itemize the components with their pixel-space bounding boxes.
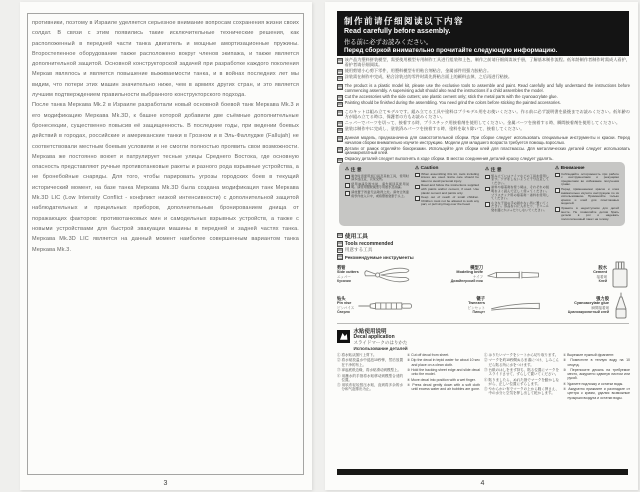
caution-item [415,196,479,207]
tool-label-en: Side cutters [337,270,359,274]
tool-label-ru: Пинцет [472,310,485,314]
tool-label-ja: ピンバイス [337,305,355,310]
caution-item [555,173,619,187]
tool-label-zh: 钻头 [337,295,346,301]
tool-label-ru: Дизайнерский нож [450,279,483,283]
warning-icon: ⚠ [415,165,420,171]
instruction-text: 塗装は制作中に完成し、塗装済みパーツを接着する時、塗料を取り除いて、接着してください。 [344,126,525,132]
decal-step: ② Поместите в теплую воду на 10 секунд. [563,358,630,367]
decal-step: ① はりたいマークをシートから切り取ります。 [484,353,559,357]
tool-label-ja: ピンセット [467,305,485,310]
decal-sheet-icon [337,330,350,343]
tools-recommended-header [337,231,414,261]
checkbox-icon [415,185,420,190]
instruction-text: Детали от рамок отделяйте бокорезами. Используйте для сборки клей для пластмассы. Для металлических деталей следует использовать цианакрилатный клей. [344,145,630,156]
decal-header-en: Decal application [353,334,395,341]
warning-icon: ⚠ [555,165,560,171]
tool-label-ja: ニッパー [337,274,351,279]
header-line-ru: Перед сборкой внимательно прочитайте следующую информацию. [344,47,558,54]
decal-steps-ja [484,353,559,401]
caution-item [485,175,549,186]
list-marker-icon [337,69,343,75]
tool-labels [434,297,485,315]
paragraph: После танка Меркава Mk.2 в Израиле разработали новый основной боевой танк Меркава Mk.3 и его модификацию Меркава Mk.3D, к башне которой добавили две съёмные дополнительные бронесекции, существенно повысив её защищенность. В последние годы, при ведении боевых действий в городах, российские и американские танки в Грозном и в Эль-Фаллудже (Fallujah) не соответствовали местным боевым условиям и не смогли полностью проявить свои возможности. Меркава же постоянно воюет и патрулирует тесные улицы Среднего Востока, где основную опасность представляют ручные противотанковые ракеты и разного рода взрывные устройства, а не бронебойные снаряды. Для того, чтобы парировать угрозы городских боев в текущий исторический момент, на базе танка Меркава Mk.3D была создана модификация танк Меркава Mk.3D LIC (Low Intensity Conflict - конфликт низкой интенсивности) с дополнительной защитой наблюдательных и прицельных приборов, дополнительным бронированием днища от поражающих факторов: противотанковых мин и самодельных взрывных устройств, а также с новыми устройствами для быстрой эвакуации машины в передней и задней частях танка. Меркава Mk.3D LIC является на данный момент наиболее совершенным вариантом танка Меркава Mk.3. [32,102,299,253]
warning-icon: ⚠ [485,166,490,172]
list-item [337,127,630,133]
list-marker-icon [337,248,343,254]
cement-icon [610,261,630,289]
decal-step: ② Dip the decal in tepid water for about 10 sec and place on a clean cloth. [407,358,480,367]
tools-header-text: Tools recommended [344,240,394,247]
caution-text: 塗料や接着剤を使う時は、それぞれの説明をよく読んで正しく使ってください。プラスチック用の接着剤・塗料を使用してください。 [491,185,549,201]
header-line-en: Read carefully before assembly. [344,28,451,35]
page-number-left: 3 [163,480,168,487]
caution-item [345,175,409,182]
tool-label-zh: 剪钳 [337,264,346,270]
checkbox-icon [345,175,350,180]
list-marker-icon [337,84,343,90]
read-before-assembly-header [337,11,629,56]
decal-step: ② 将水贴放温水中浸泡10秒钟，然后放置在干净的布上。 [337,358,403,367]
intro-ru [337,136,630,163]
list-item [337,110,630,120]
instruction-text: Cut the accessories with the side cutters; use plastic cement only; stick the metal parts with the cyanoacrylate glue. [344,93,558,99]
checkbox-icon [415,173,420,178]
intro-ja [337,110,630,133]
caution-text: 組み立てにはナイフなどの工具を使用します。ケガをしないように十分注意してください。 [491,173,549,185]
tool-label-ja: 接着剤 [596,274,607,279]
tool-label-en: Pin vise [337,301,352,305]
decal-step: ③ 拿起底纸边缘，将水贴滑动到模型上。 [337,368,401,373]
side-cutters-icon [362,263,414,287]
tool-labels [337,266,359,284]
instruction-text: このキットは組み立てモデルです。組み立てる工具や塗料はプラモデル用をお使いください。作る前に必ず説明書を最後までお読みください。低年齢の方が組み立てる時は、保護者の方もお読みください。 [344,108,630,119]
tool-label-en: Tweezers [468,301,485,305]
cyanoacrylate-glue-icon [612,292,630,320]
checkbox-icon [555,207,560,212]
decal-steps-grid [337,353,630,401]
caution-text: 请放置于孩童无法取得之处。请勿让孩童将零件放入口中，或将塑胶袋套于头上。 [351,189,409,198]
tool-tweezers [434,290,542,321]
tool-label-en: Cyanoacrylate glue [574,301,609,305]
list-marker-icon [337,76,343,82]
tool-cyanoacrylate-glue [542,290,630,321]
list-item [337,84,630,94]
decal-header-lines [354,330,408,351]
caution-title-text: Caution [420,166,439,171]
caution-title [415,166,479,171]
caution-item [345,191,409,198]
decal-step: ③ Переносите декаль на требуемое место, аккуратно сдвинув листом или рукой. [563,368,630,381]
decal-step: ④ Удалите подложку и остатки воды. [563,381,624,386]
tool-label-zh: 镊子 [476,295,485,301]
pin-vise-icon [357,300,415,312]
tool-label-ja: 瞬間接着剤 [591,305,609,310]
tools-header-text: 使用工具 [344,234,368,240]
left-page [20,2,312,490]
instruction-text: The product is a plastic model kit, please use the exclusive tools to assemble and paint. Read carefully and fully understand the instructions before commencing assembly. A supervising adult should also read the instructions if a child assembles the model. [344,82,630,93]
caution-column-zh [345,166,409,222]
caution-column-ja [485,166,549,222]
tool-labels [434,266,483,284]
right-page [325,2,638,490]
list-item [337,101,630,107]
tool-label-ja: ナイフ [472,274,483,279]
decal-header-zh: 水贴使用说明 [353,329,387,335]
caution-item [415,173,479,184]
tweezers-icon [488,300,542,312]
caution-title-text: 注 意 [350,168,362,173]
list-marker-icon [337,233,343,239]
caution-text: Read and follow the instructions supplied with paints and/or cement, if used. Use plastic cement and paints only. [421,183,479,195]
tool-cement [542,259,630,290]
decal-steps-zh [337,353,403,401]
general-instructions [337,58,630,166]
list-marker-icon [337,241,343,247]
section-divider [337,323,629,324]
caution-text: When assembling this kit, tools including knives are used. Extra care should be taken to avoid personal injury. [421,171,479,183]
modeling-knife-icon [486,269,542,281]
list-marker-icon [337,147,343,153]
caution-text: Перед применением красок и клея внимательно изучите инструкцию по их использованию. Применяйте только краски и клей для пластиковых моделей. [561,186,619,206]
decal-step: ④ 貼りましたら、ぬれた指でマークを動かしながら、正しい位置にずらします。 [484,377,559,386]
caution-item [485,186,549,200]
decal-steps-ru [563,353,630,401]
decal-step: ② マークを約10秒間ぬるま湯につけ、しみこんだら貼る所に水をつけます。 [484,358,559,367]
checkbox-icon [555,188,560,193]
tool-label-ru: Кусачки [337,279,351,283]
caution-column-ru [555,166,619,222]
header-line-zh: 制作前请仔细阅读以下内容 [344,15,465,26]
decal-step: ③ 台紙のはしをまず持ち、貼る位置にマークをスライドさせて、ずらして置いてください。 [484,368,559,377]
tools-header-text: Рекомендуемые инструменты [344,254,414,260]
tool-label-zh: 胶水 [598,264,607,270]
caution-text: Keep out of reach of small children. Children must not be allowed to suck any part, or pull vinyl bag over the head. [421,195,479,207]
decal-step: ① 将水贴从图片上剪下。 [337,353,377,357]
decal-header-ja: スライドマークのはりかた [353,340,408,346]
tool-labels [542,266,607,284]
decal-step: ⑤ Press decal gently down with a soft cloth until excess water and air bubbles are gone. [407,383,480,392]
tool-side-cutters [337,259,434,290]
tool-pin-vise [337,290,434,321]
checkbox-icon [485,202,490,207]
caution-title [345,166,409,173]
decal-step: ④ Move decal into position with a wet finger. [407,377,476,382]
list-marker-icon [337,95,343,101]
caution-text: Соблюдайте осторожность при работе с инструментами и режущими предметами во избежание получения травм. [561,171,619,187]
text-frame [27,13,304,475]
instruction-text: 涂装需在制作中完成，粘合涂装过的零件时需先将粘合面上的颜料去掉，之后再进行粘接。 [344,74,513,80]
instruction-text: 使用剪钳小心剪下零件，用塑料模型专用粘合剂粘合，金属部件用强力胶粘合。 [344,67,492,73]
tools-header-ja [337,247,414,253]
tools-header-text: 用意する工具 [344,247,373,253]
tool-label-ru: Сверло [337,310,350,314]
list-item [337,136,630,146]
instruction-text: ニッパーでパーツを切って、接着する時、プラスチック用接着剤を使用してください。金属パーツを接着する時、瞬間接着剤を使用してください。 [344,119,621,125]
caution-item [555,207,619,221]
instruction-text: 该产品为塑料拼装模型，需要使用模型专用制作工具进行组装和上色，制作之前请仔细阅读该手册，了解基本制作流程。低年龄制作者制作时需成人看护，看护者请仔细阅读。 [344,57,630,67]
checkbox-icon [555,173,560,178]
decal-step: ⑤ やわらかい布でマークの上から軽く押さえ、中の水分と空気を押し出して乾かします。 [484,387,559,396]
tool-modeling-knife [434,259,542,290]
tools-header-en [337,241,414,247]
list-marker-icon [337,128,343,134]
intro-en [337,84,630,107]
tools-grid [337,259,630,321]
tool-label-en: Modeling knife [456,270,483,274]
checkbox-icon [485,175,490,180]
list-marker-icon [337,110,343,116]
list-marker-icon [337,136,343,142]
checkbox-icon [485,187,490,192]
list-item [337,75,630,81]
checkbox-icon [345,183,350,188]
tool-label-ru: Цианоакрилатный клей [567,310,609,314]
caution-item [415,184,479,195]
decal-step: ④ 用蘸水的手指将水贴移动到模型合适的位置。 [337,373,403,382]
instruction-text: Painting should be finished during the assembling. You need grind the colors before sticking the painted accessories. [344,100,561,106]
list-marker-icon [337,58,343,64]
decal-step: ① Cut off decal from sheet. [407,353,450,357]
list-item [337,147,630,157]
caution-title-text: Внимание [560,166,585,171]
caution-text: Храните в недоступном для детей месте. Не позволяйте детям брать детали в рот и надевать полиэтиленовый пакет на голову. [561,205,619,221]
caution-column-en [415,166,479,222]
decal-step: ⑤ Аккуратно прижмите и разгладьте от центра к краям, удаляя возможные пузырьки воздуха и остатки воды. [563,387,630,400]
caution-box [339,162,625,226]
decal-steps-en [407,353,480,401]
russian-history-text [32,18,299,255]
caution-item [345,183,409,190]
list-marker-icon [337,102,343,108]
instruction-text: Окраску деталей следует выполнять в ходе сборки. В местах соединения деталей краску следует удалять. [344,156,554,162]
intro-zh [337,58,630,81]
checkbox-icon [415,196,420,201]
decal-step: ③ Hold the backing sheet edge and slide decal onto the model. [407,368,480,377]
tools-header-zh [337,231,414,240]
tool-label-zh: 模型刀 [470,264,483,270]
caution-text: 小さな子供の手の届かない所に置いてください。部品を口に入れたり、ビニール袋を頭にかぶったりしないでください。 [491,200,549,212]
header-line-ja: 作る前に必ずお読みください。 [344,38,433,46]
caution-title-text: 注 意 [490,168,502,173]
caution-title [485,166,549,173]
decal-step: ① Вырежьте нужный фрагмент. [563,353,615,357]
caution-text: 使用油漆及胶水时，请先阅读其使用说明。请使用塑胶模型专用胶水及油漆。 [351,181,409,190]
decal-header-ru: Использование деталей [353,345,408,351]
instruction-text: Данная модель, предназначена для самостоятельной сборки. При сборке следует использовать специальные инструменты и краски. Перед началом сборки внимательно изучите инструкцию. Модели для младшего возраста требуется помощь взрослых. [344,134,630,145]
caution-item [555,188,619,206]
caution-title [555,166,619,171]
decal-application-header [337,330,408,351]
list-item [337,58,630,68]
tool-label-en: Cement [593,270,607,274]
decal-step: ⑤ 用软布轻轻按压水贴，直到将多余的水分和气泡排出为止。 [337,383,403,392]
checkbox-icon [345,191,350,196]
warning-icon: ⚠ [345,166,350,172]
caution-text: 制作时需使用到刀具及其他工具，使用时请多加注意，以免受伤。 [351,173,409,182]
tool-label-zh: 强力胶 [596,295,609,301]
list-marker-icon [337,121,343,127]
footer-bar [337,469,628,475]
tool-labels [337,297,354,315]
tool-label-ru: Клей [598,279,607,283]
tool-labels [542,297,609,315]
paragraph: противники, поэтому в Израиле уделяется серьезное внимание вопросам сохранения жизни своих солдат. В связи с этим появились такие исключительные технические решения, как расположенный в передней части танка двигатель и мощные амортизационные пружины. Второстепенное оборудование также расположено вокруг членов экипажа, и также является дополнительной защитой. Основной конструкторской задачей при разработке каждого поколения Меркав являлось и является повышение выживаемости танка, и в войнах последних лет мы видим, что потери этих машин значительно ниже, чем в армиях других стран, и это является лучшим подтверждением правильности выбранного конструкторского подхода. [32,20,299,99]
page-number-right: 4 [480,480,485,487]
caution-item [485,202,549,213]
